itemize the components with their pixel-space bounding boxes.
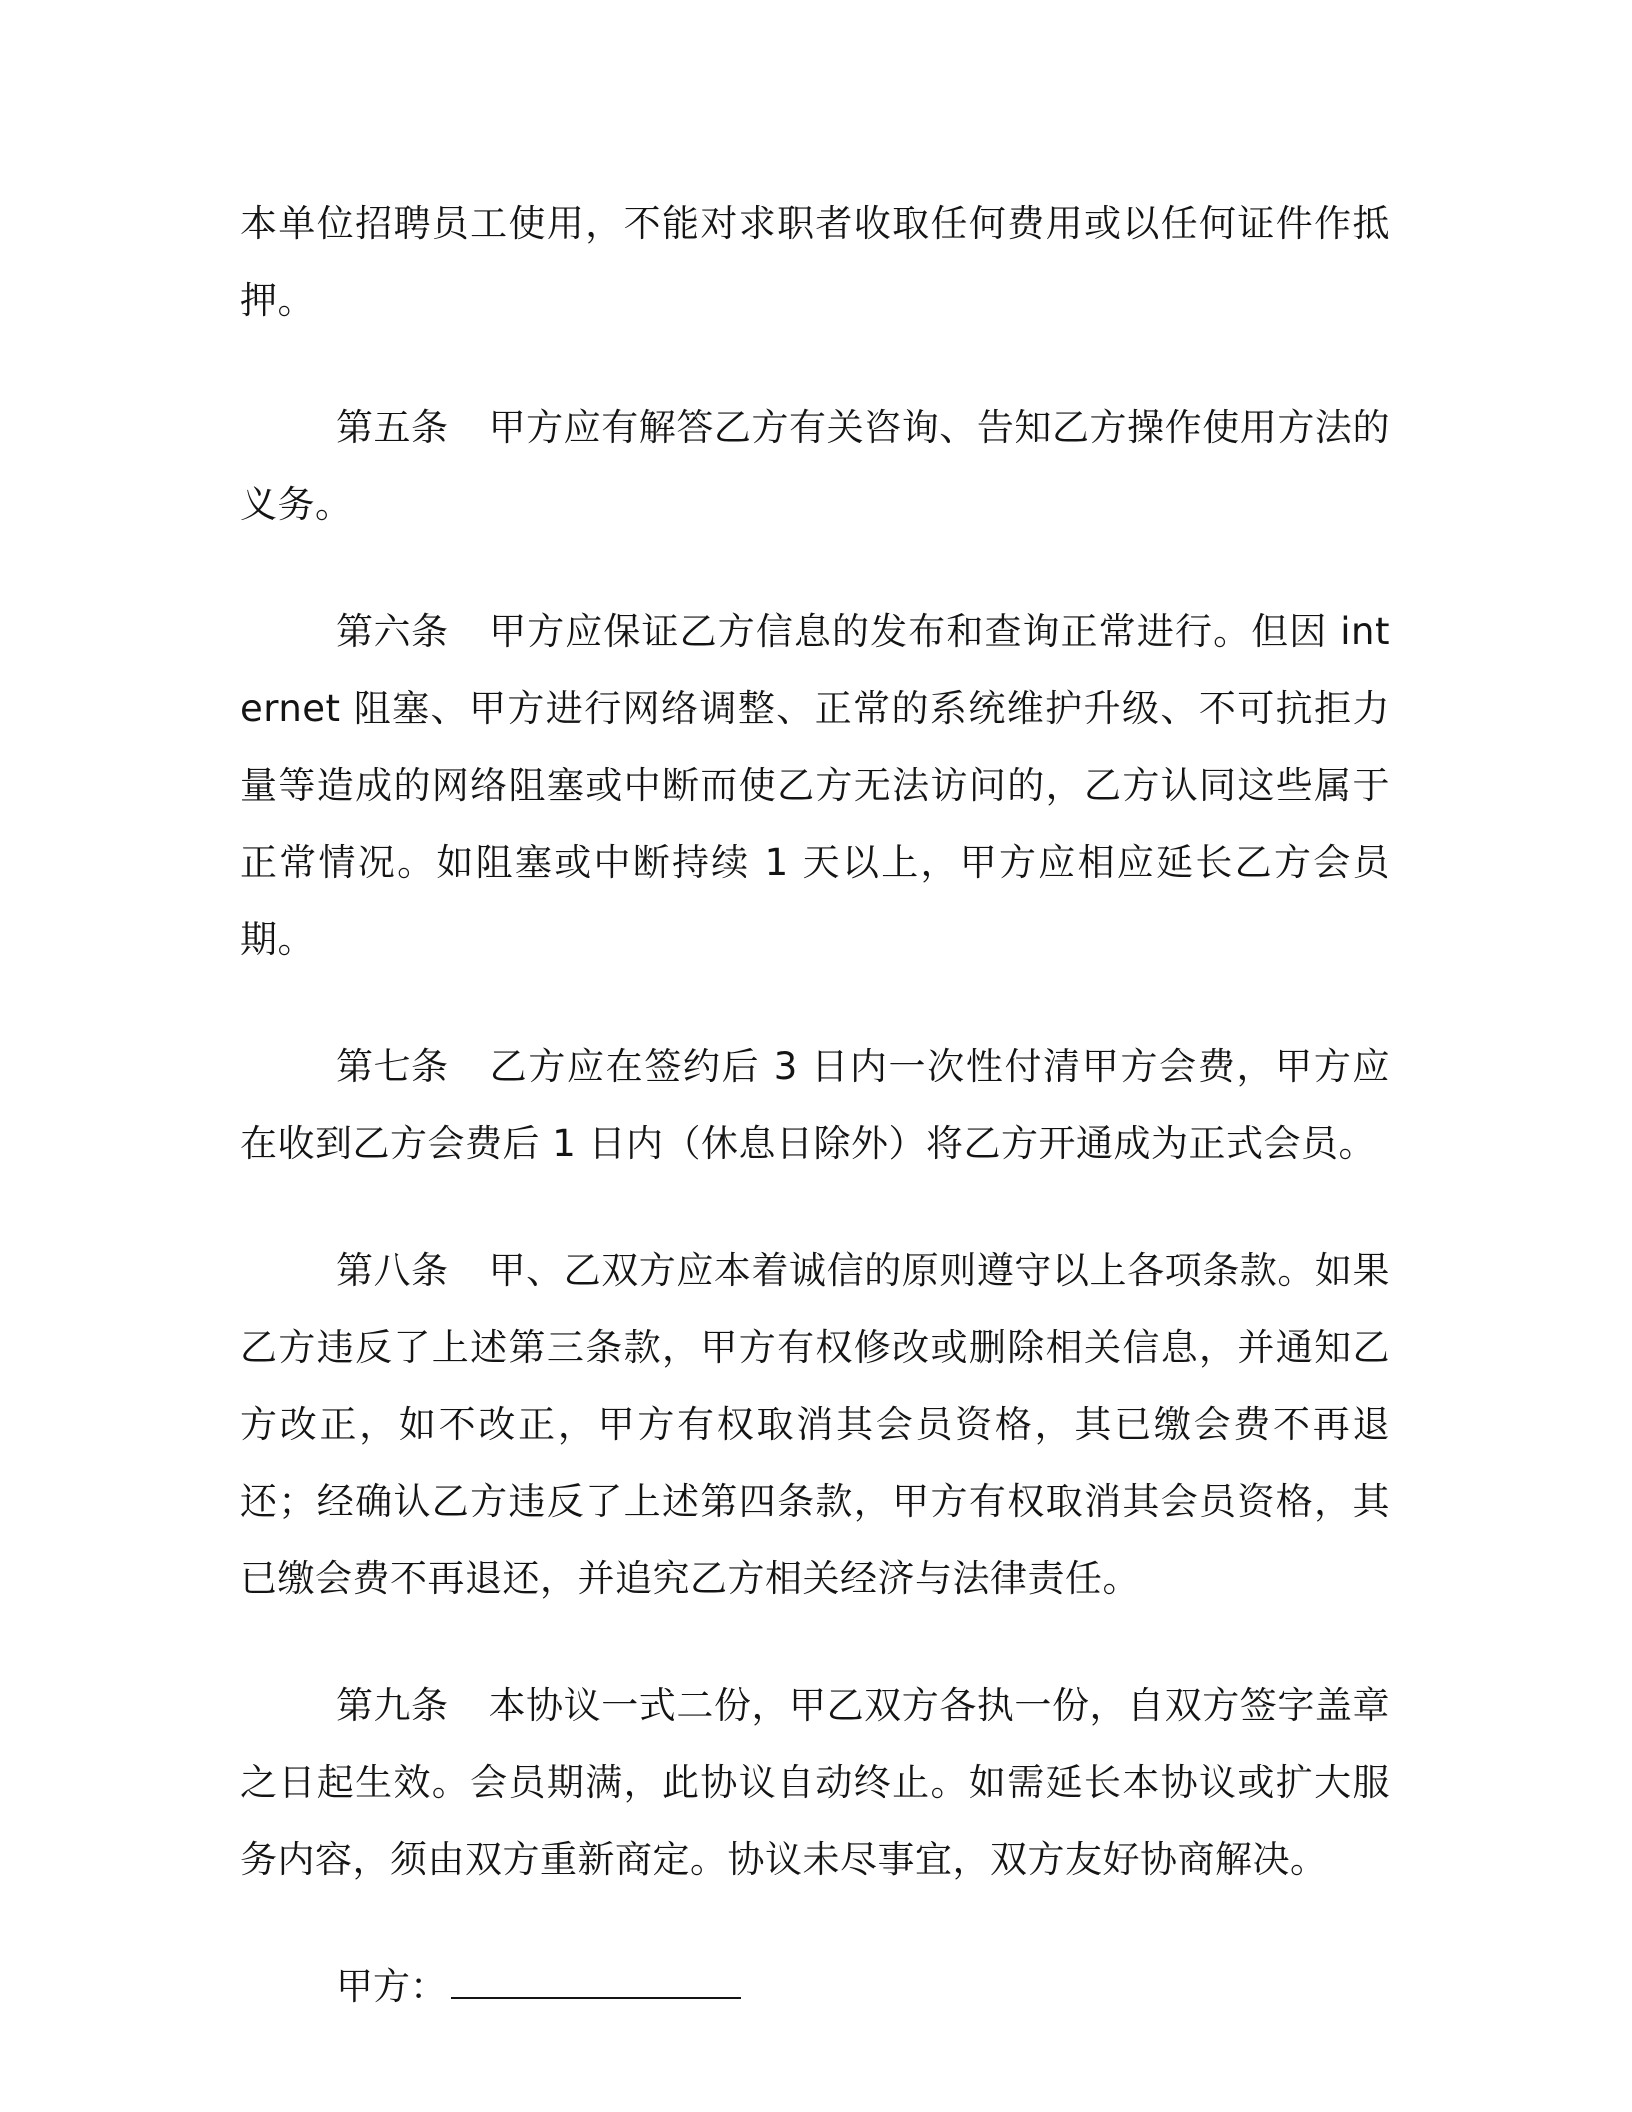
article-5-number: 第五条 bbox=[336, 406, 449, 449]
article-6-text: 甲方应保证乙方信息的发布和查询正常进行。但因 internet 阻塞、甲方进行网络调整、正常的系统维护升级、不可抗拒力量等造成的网络阻塞或中断而使乙方无法访问的，乙方认同这些属于正常情况。如阻塞或中断持续 1 天以上，甲方应相应延长乙方会员期。 bbox=[240, 610, 1390, 961]
article-9-text: 本协议一式二份，甲乙双方各执一份，自双方签字盖章之日起生效。会员期满，此协议自动终止。如需延长本协议或扩大服务内容，须由双方重新商定。协议未尽事宜，双方友好协商解决。 bbox=[240, 1684, 1390, 1881]
article-7-number: 第七条 bbox=[336, 1045, 449, 1088]
article-9 bbox=[240, 1667, 1390, 1898]
article-8-text: 甲、乙双方应本着诚信的原则遵守以上各项条款。如果乙方违反了上述第三条款，甲方有权修改或删除相关信息，并通知乙方改正，如不改正，甲方有权取消其会员资格，其已缴会费不再退还；经确认乙方违反了上述第四条款，甲方有权取消其会员资格，其已缴会费不再退还，并追究乙方相关经济与法律责任。 bbox=[240, 1249, 1390, 1600]
article-5-text: 甲方应有解答乙方有关咨询、告知乙方操作使用方法的义务。 bbox=[240, 406, 1390, 526]
party-a-signature-blank bbox=[451, 1961, 741, 1999]
article-6 bbox=[240, 593, 1390, 978]
article-6-number: 第六条 bbox=[336, 610, 449, 653]
party-a-signature-line bbox=[240, 1948, 1390, 2025]
article-7 bbox=[240, 1028, 1390, 1182]
continuation-paragraph: 本单位招聘员工使用，不能对求职者收取任何费用或以任何证件作抵押。 bbox=[240, 202, 1390, 322]
article-8 bbox=[240, 1232, 1390, 1617]
article-8-number: 第八条 bbox=[336, 1249, 449, 1292]
article-9-number: 第九条 bbox=[336, 1684, 449, 1727]
document-body bbox=[240, 185, 1390, 2025]
party-a-label: 甲方： bbox=[336, 1965, 447, 2008]
article-5 bbox=[240, 389, 1390, 543]
article-7-text: 乙方应在签约后 3 日内一次性付清甲方会费，甲方应在收到乙方会费后 1 日内（休息日除外）将乙方开通成为正式会员。 bbox=[240, 1045, 1390, 1165]
